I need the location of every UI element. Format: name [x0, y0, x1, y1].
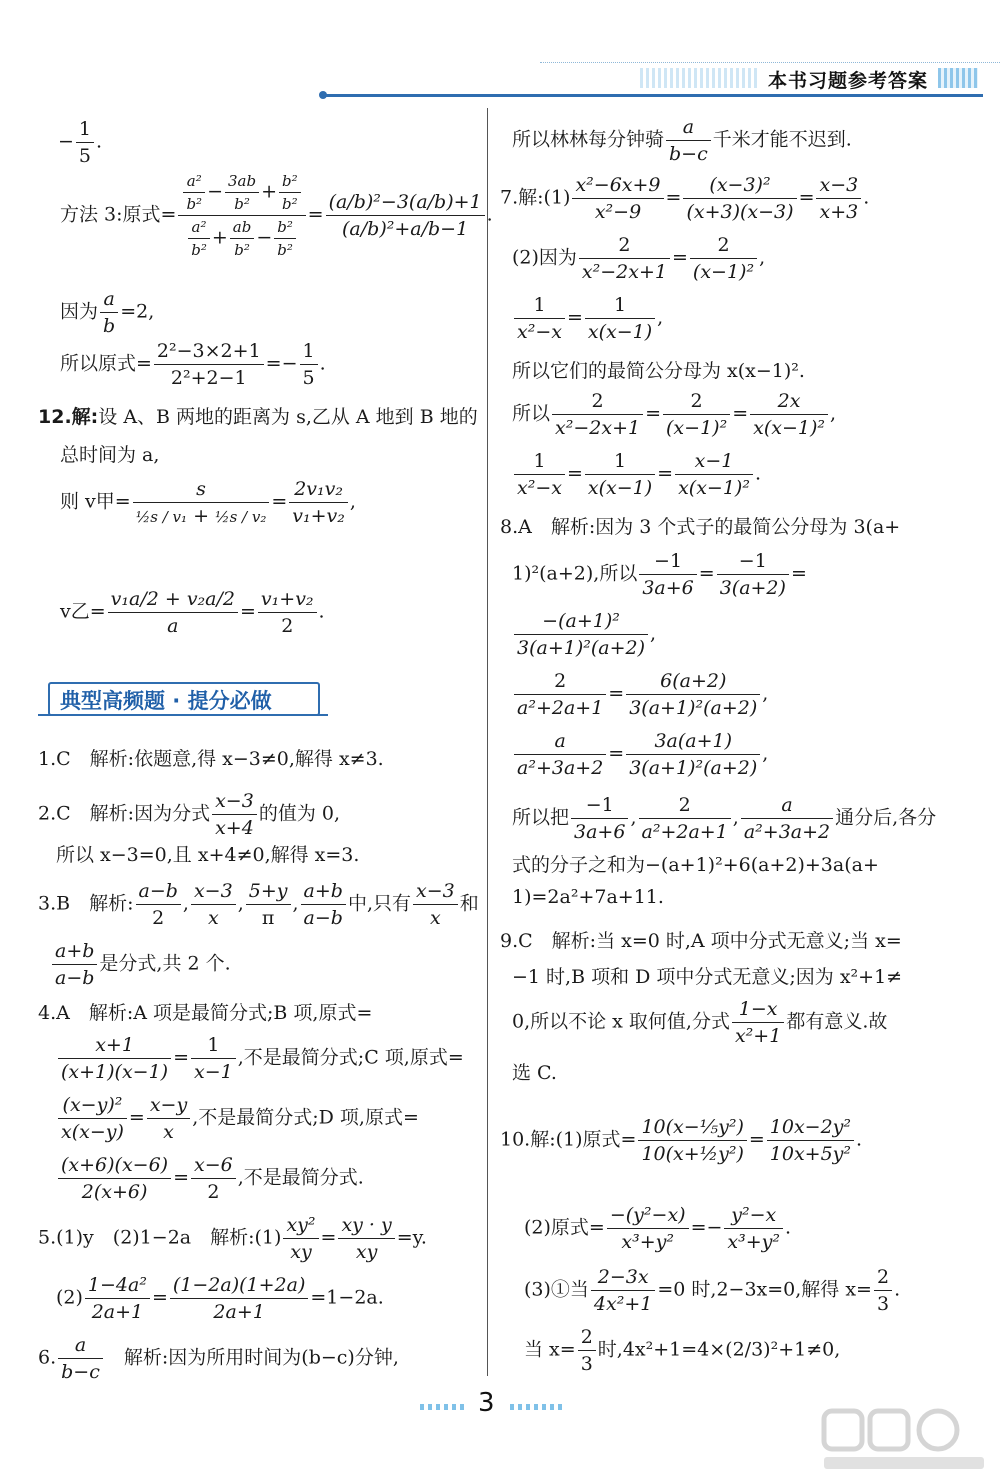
section-heading-title: 典型高频题 · 提分必做	[60, 689, 272, 713]
answer-8-line2: 1)²(a+2),所以 $\frac{-1}{3a+6}$ = $\frac{-1}{3(a+2)}$ =	[512, 550, 807, 599]
r-line-1: 所以林林每分钟骑 $\frac{a}{b-c}$ 千米才能不迟到.	[512, 116, 852, 165]
footer-decoration-left	[420, 1404, 464, 1410]
watermark-logo	[820, 1405, 990, 1475]
answer-4-line1: 4.A 解析:A 项是最简分式;B 项,原式=	[38, 1002, 373, 1024]
header-rule	[323, 94, 983, 97]
answer-1: 1.C 解析:依题意,得 x−3≠0,解得 x≠3.	[38, 748, 384, 770]
answer-7-part5: $\frac{1}{\text{x²−x}}$ = $\frac{1}{x(x-1)}$ = $\frac{x-1}{\text{x(x−1)²}}$ .	[512, 450, 761, 499]
answer-8-line5: $\frac{a}{\text{a²+3a+2}}$ = $\frac{3a(a+1)}{\text{3(a+1)²(a+2)}}$ ,	[512, 730, 768, 779]
original-eval-line: 所以原式= $\frac{\text{2²−3×2+1}}{\text{2²+2−1}}$ =− $\frac{1}{5}$ .	[60, 340, 326, 389]
answer-9-line3: 0,所以不论 x 取何值,分式 $\frac{1-x}{\text{x²+1}}$ 都有意义.故	[512, 998, 888, 1047]
answer-7-part2: (2)因为 $\frac{2}{\text{x²−2x+1}}$ = $\frac{2}{\text{(x−1)²}}$ ,	[512, 234, 766, 283]
answer-5-line2: (2) $\frac{\text{1−4a²}}{2a+1}$ = $\frac{(1-2a)(1+2a)}{2a+1}$ =1−2a.	[56, 1274, 384, 1323]
method3-line: 方法 3:原式= $\frac{\text{a²}}{\text{b²}}$ − $\frac{3ab}{\text{b²}}$ + $\frac{\text{b²}}{\text{b²}}$ $\frac{\text{a²}}{\text{b²}}$ + $\frac{ab}{\text{b²}}$ − $\frac{\text{b²}}{\text{b²}}$ = $\frac{\text{(a/b)²−3(a/b)+1}}{\text{(a/b)²+a/b−1}}$ .	[60, 172, 493, 259]
answer-5-line1: 5.(1)y (2)1−2a 解析:(1) $\frac{\text{xy²}}{xy}$ = $\frac{xy \cdot y}{xy}$ =y.	[38, 1214, 427, 1263]
answer-8-line8: 1)=2a²+7a+11.	[512, 886, 664, 908]
column-divider	[487, 108, 488, 1376]
answer-8-line6: 所以把 $\frac{-1}{3a+6}$ , $\frac{2}{\text{a²+2a+1}}$ , $\frac{a}{\text{a²+3a+2}}$ 通分后,各分	[512, 794, 937, 843]
answer-10-part1: 10.解:(1)原式= $\frac{\text{10(x−⅕y²)}}{\text{10(x+½y²)}}$ = $\frac{\text{10x−2y²}}{\text{10x+5y²}}$ .	[500, 1116, 863, 1165]
because-line: 因为 $\frac{a}{b}$ =2,	[60, 288, 155, 337]
right-column	[500, 110, 948, 1380]
answer-2: 2.C 解析:因为分式 $\frac{x-3}{x+4}$ 的值为 0,	[38, 790, 340, 839]
answer-4-line4: $\frac{(x+6)(x-6)}{2(x+6)}$ = $\frac{x-6}{2}$ ,不是最简分式.	[56, 1154, 364, 1203]
answer-4-line2: $\frac{x+1}{(x+1)(x-1)}$ = $\frac{1}{x-1}$ ,不是最简分式;C 项,原式=	[56, 1034, 464, 1083]
answer-8-line1: 8.A 解析:因为 3 个式子的最简公分母为 3(a+	[500, 516, 901, 538]
answer-8-line4: $\frac{2}{\text{a²+2a+1}}$ = $\frac{6(a+2)}{\text{3(a+1)²(a+2)}}$ ,	[512, 670, 768, 719]
answer-7-lcd: 所以它们的最简公分母为 x(x−1)².	[512, 360, 805, 382]
answer-9-line1: 9.C 解析:当 x=0 时,A 项中分式无意义;当 x=	[500, 930, 902, 952]
v-jia-line: 则 v甲= $\frac{s}{\text{½s / v₁ + ½s / v₂}}$ = $\frac{\text{2v₁v₂}}{\text{v₁+v₂}}$ ,	[60, 478, 356, 527]
answer-4-line3: $\frac{\text{(x−y)²}}{x(x-y)}$ = $\frac{x-y}{x}$ ,不是最简分式;D 项,原式=	[56, 1094, 419, 1143]
page-header	[0, 0, 1000, 110]
header-decoration	[640, 68, 760, 88]
answer-10-part2: (2)原式= $\frac{\text{−(y²−x)}}{\text{x³+y²}}$ =− $\frac{\text{y²−x}}{\text{x³+y²}}$ .	[524, 1204, 792, 1253]
line-neg-fifth: − $\frac{1}{5}$ .	[58, 118, 103, 167]
page-number: 3	[478, 1388, 495, 1418]
header-decoration-right	[938, 68, 978, 88]
answer-7-part1: 7.解:(1) $\frac{\text{x²−6x+9}}{\text{x²−9}}$ = $\frac{\text{(x−3)²}}{(x+3)(x-3)}$ = $\frac{x-3}{x+3}$ .	[500, 174, 870, 223]
header-title: 本书习题参考答案	[768, 70, 929, 92]
answer-2-line2: 所以 x−3=0,且 x+4≠0,解得 x=3.	[56, 844, 360, 866]
v-yi-line: v乙= $\frac{\text{v₁a/2 + v₂a/2}}{a}$ = $\frac{\text{v₁+v₂}}{2}$ .	[60, 588, 325, 637]
answer-3: 3.B 解析: $\frac{a-b}{2}$ , $\frac{x-3}{x}$ , $\frac{5+y}{\pi}$ , $\frac{a+b}{a-b}$ 中,只有 $\frac{x-3}{x}$ 和	[38, 880, 479, 929]
header-dotted-line	[540, 62, 1000, 63]
answer-10-part3: (3)①当 $\frac{2-3x}{\text{4x²+1}}$ =0 时,2−3x=0,解得 x= $\frac{2}{3}$ .	[524, 1266, 901, 1315]
answer-8-line3: $\frac{\text{−(a+1)²}}{\text{3(a+1)²(a+2)}}$ ,	[512, 610, 656, 659]
answer-7-part3: $\frac{1}{\text{x²−x}}$ = $\frac{1}{x(x-1)}$ ,	[512, 294, 663, 343]
answer-7-part4: 所以 $\frac{2}{\text{x²−2x+1}}$ = $\frac{2}{\text{(x−1)²}}$ = $\frac{2x}{\text{x(x−1)²}}$ ,	[512, 390, 837, 439]
answer-3-line2: $\frac{a+b}{a-b}$ 是分式,共 2 个.	[50, 940, 231, 989]
q12-line1: 12.解:设 A、B 两地的距离为 s,乙从 A 地到 B 地的	[38, 406, 478, 428]
answer-9-line4: 选 C.	[512, 1062, 557, 1084]
left-column-answers	[38, 110, 479, 1383]
answer-6: 6. $\frac{a}{b-c}$ 解析:因为所用时间为(b−c)分钟,	[38, 1334, 399, 1383]
answer-10-part4: 当 x= $\frac{2}{3}$ 时,4x²+1=4×(2/3)²+1≠0,	[524, 1326, 841, 1375]
answer-9-line2: −1 时,B 项和 D 项中分式无意义;因为 x²+1≠	[512, 966, 903, 988]
footer-decoration-right	[510, 1404, 564, 1410]
q12-line2: 总时间为 a,	[60, 444, 160, 466]
answer-8-line7: 式的分子之和为−(a+1)²+6(a+2)+3a(a+	[512, 854, 879, 876]
